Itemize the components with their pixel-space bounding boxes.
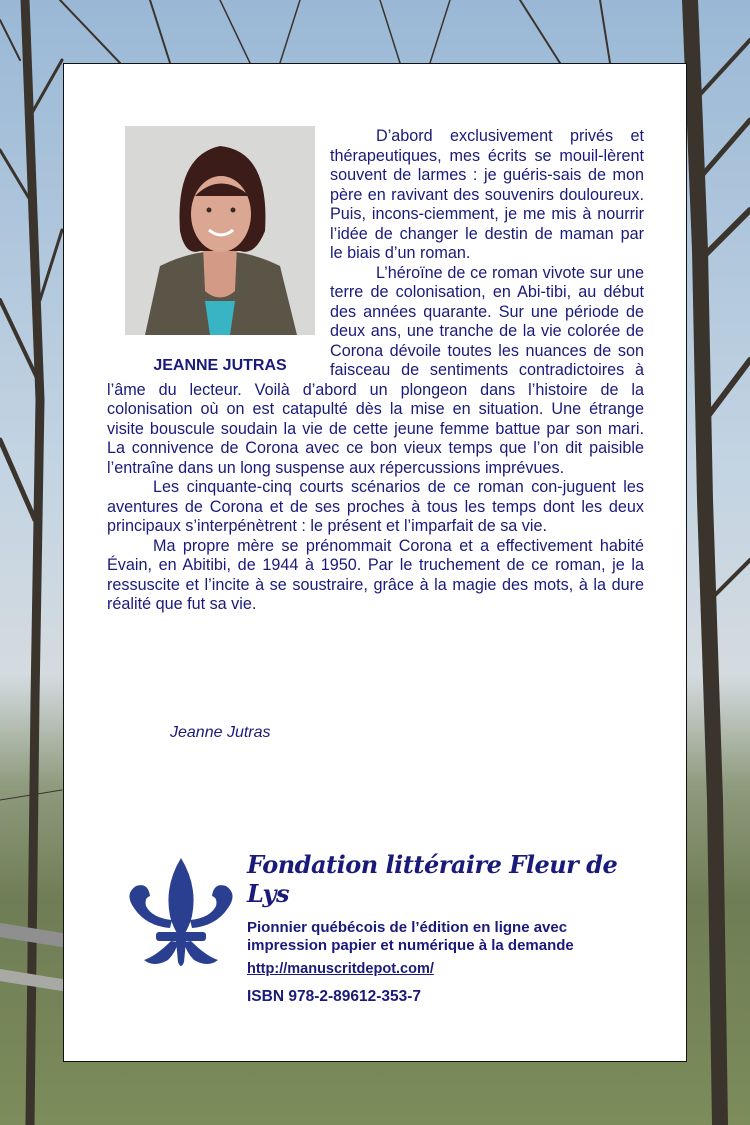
paragraph-4: Ma propre mère se prénommait Corona et a effectivement habité Évain, en Abitibi, de 1944 à 1950. Par le truchement de ce roman, je la ressuscite et l’incite à se soustraire, grâce à la magie des mots, à la dure réalité que fut sa vie. xyxy=(107,536,644,613)
publisher-block xyxy=(247,850,647,1006)
body-text xyxy=(107,127,644,615)
paragraph-2: L’héroïne de ce roman vivote sur une terre de colonisation, en Abi-tibi, au début des années quarante. Sur une période de deux ans, une tranche de la vie colorée de Corona dévoile toutes les nuances de son faisceau de sentiments contradictoires à l’âme du lecteur. Voilà d’abord un plongeon dans l’histoire de la colonisation où on est catapulté dès la mise en situation. Une étrange visite bouscule soudain la vie de cette jeune femme battue par son mari. La connivence de Corona avec ce bon vieux temps que l’on dit paisible l’entraîne dans un long suspense aux répercussions imprévues. xyxy=(107,263,644,477)
tagline-line-2: impression papier et numérique à la demande xyxy=(247,937,574,954)
fleur-de-lys-logo xyxy=(126,856,236,978)
photo-float-spacer xyxy=(107,127,330,379)
isbn-number: ISBN 978-2-89612-353-7 xyxy=(247,988,422,1005)
fleur-de-lys-icon xyxy=(126,856,236,978)
publisher-tagline xyxy=(247,919,647,955)
paragraph-3: Les cinquante-cinq courts scénarios de ce roman con-juguent les aventures de Corona et de ses proches à tous les temps dont les deux principaux s’interpénètrent : le présent et l’imparfait de sa vie. xyxy=(107,478,644,535)
publisher-url-link[interactable]: http://manuscritdepot.com/ xyxy=(247,961,434,977)
author-signature: Jeanne Jutras xyxy=(170,724,271,741)
back-cover-panel xyxy=(63,63,687,1062)
tagline-line-1: Pionnier québécois de l’édition en ligne avec xyxy=(247,919,568,936)
paragraph-1: D’abord exclusivement privés et thérapeutiques, mes écrits se mouil-lèrent souvent de larmes : je guéris-sais de mon père en ravivant des souvenirs douloureux. Puis, incons-ciemment, je me mis à nourrir l’idée de changer le destin de maman par le biais d’un roman. xyxy=(330,127,644,262)
publisher-name: Fondation littéraire Fleur de Lys xyxy=(247,850,618,908)
author-name-caption: JEANNE JUTRAS xyxy=(153,357,287,374)
